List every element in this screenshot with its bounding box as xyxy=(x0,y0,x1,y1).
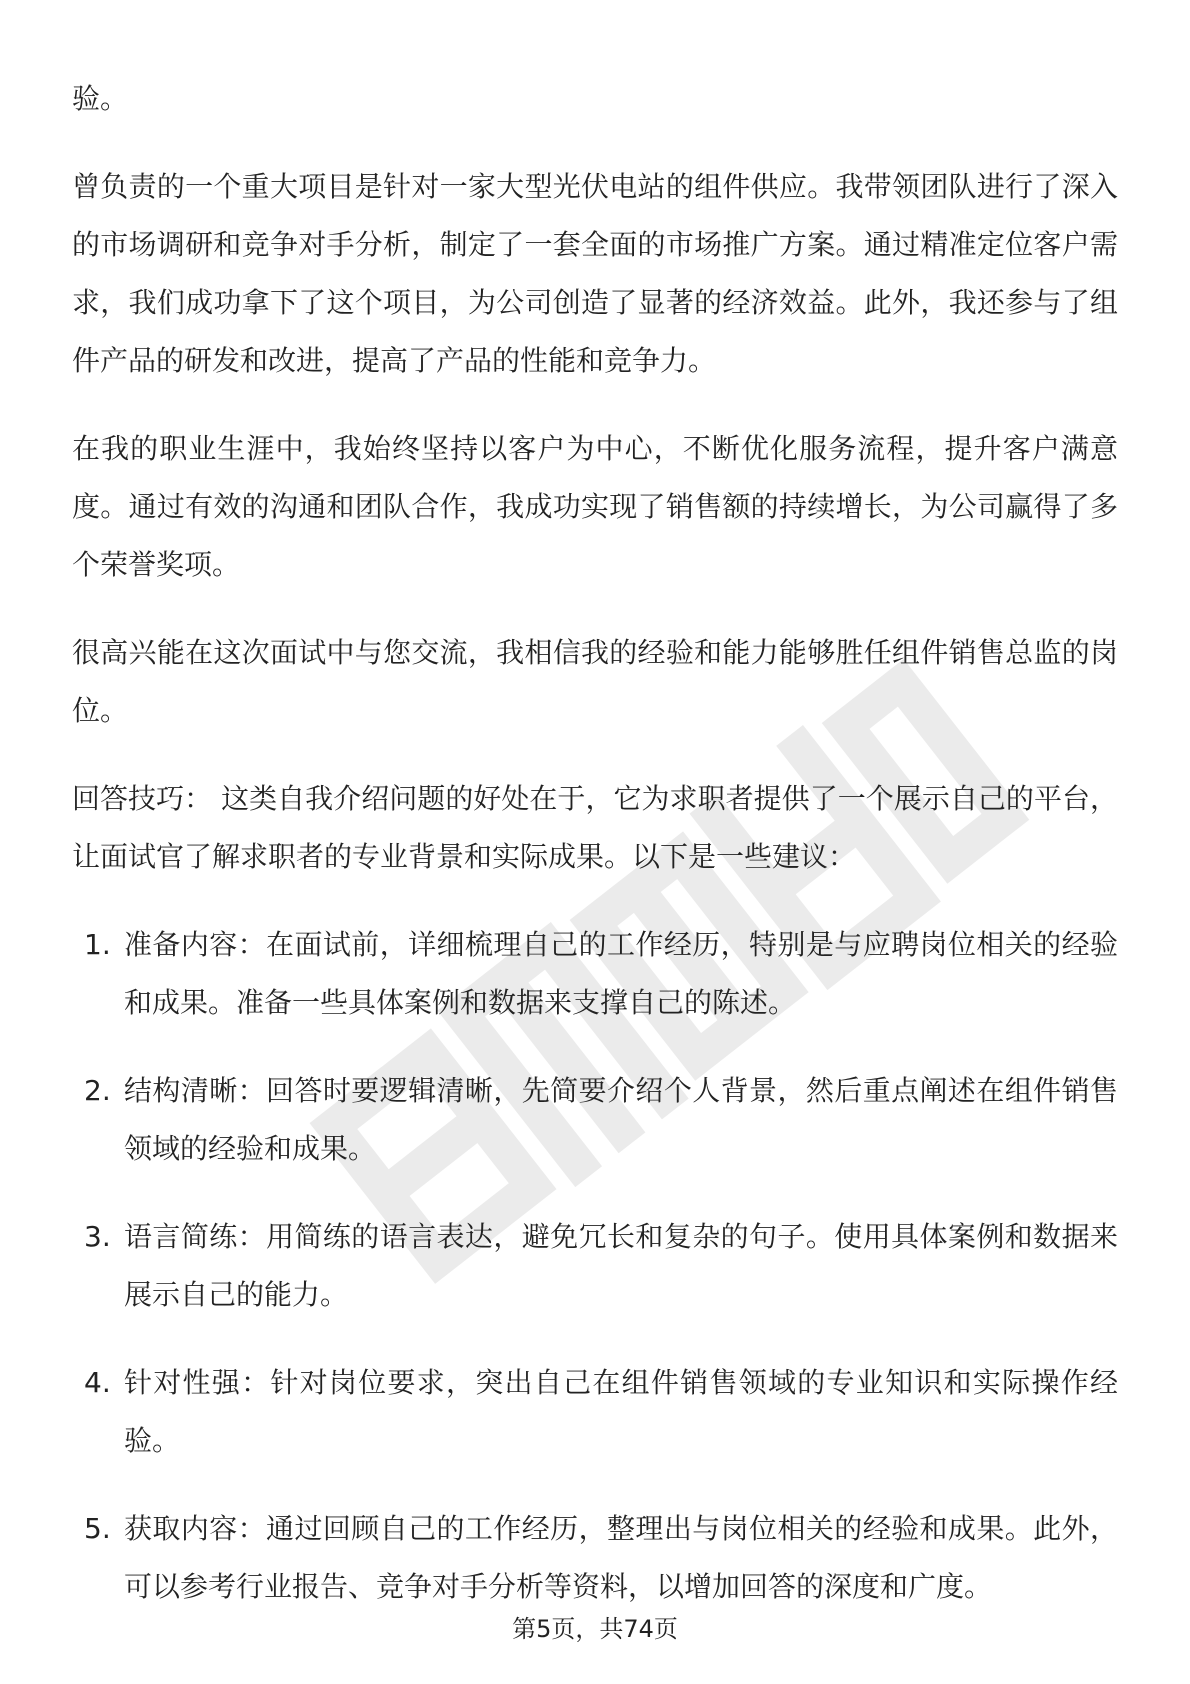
list-item-text: 语言简练：用简练的语言表达，避免冗长和复杂的句子。使用具体案例和数据来展示自己的能力。 xyxy=(124,1220,1118,1311)
list-item-number: 4. xyxy=(84,1366,111,1399)
main-content xyxy=(72,70,1118,1646)
list-item-number: 2. xyxy=(84,1074,111,1107)
paragraph-career: 在我的职业生涯中，我始终坚持以客户为中心，不断优化服务流程，提升客户满意度。通过有效的沟通和团队合作，我成功实现了销售额的持续增长，为公司赢得了多个荣誉奖项。 xyxy=(72,432,1118,581)
list-item-number: 1. xyxy=(84,928,111,961)
list-item-text: 结构清晰：回答时要逻辑清晰，先简要介绍个人背景，然后重点阐述在组件销售领域的经验和成果。 xyxy=(124,1074,1118,1165)
list-item-number: 5. xyxy=(84,1512,111,1545)
list-item-number: 3. xyxy=(84,1220,111,1253)
list-item-text: 准备内容：在面试前，详细梳理自己的工作经历，特别是与应聘岗位相关的经验和成果。准备一些具体案例和数据来支撑自己的陈述。 xyxy=(124,928,1118,1019)
paragraph-project: 曾负责的一个重大项目是针对一家大型光伏电站的组件供应。我带领团队进行了深入的市场调研和竞争对手分析，制定了一套全面的市场推广方案。通过精准定位客户需求，我们成功拿下了这个项目，为公司创造了显著的经济效益。此外，我还参与了组件产品的研发和改进，提高了产品的性能和竞争力。 xyxy=(72,170,1118,377)
list-item xyxy=(72,1208,1118,1324)
list-item-text: 针对性强：针对岗位要求，突出自己在组件销售领域的专业知识和实际操作经验。 xyxy=(124,1366,1118,1457)
paragraph-intro-end: 验。 xyxy=(72,82,129,115)
page-number-footer: 第5页，共74页 xyxy=(512,1615,678,1643)
list-item xyxy=(72,1354,1118,1470)
paragraph-answer-tips: 回答技巧： 这类自我介绍问题的好处在于，它为求职者提供了一个展示自己的平台，让面试官了解求职者的专业背景和实际成果。以下是一些建议： xyxy=(72,782,1118,873)
list-item xyxy=(72,1500,1118,1616)
list-item-text: 获取内容：通过回顾自己的工作经历，整理出与岗位相关的经验和成果。此外，可以参考行业报告、竞争对手分析等资料，以增加回答的深度和广度。 xyxy=(124,1512,1118,1603)
list-item xyxy=(72,1062,1118,1178)
list-item xyxy=(72,916,1118,1032)
paragraph-closing: 很高兴能在这次面试中与您交流，我相信我的经验和能力能够胜任组件销售总监的岗位。 xyxy=(72,636,1118,727)
tips-list xyxy=(72,916,1118,1616)
